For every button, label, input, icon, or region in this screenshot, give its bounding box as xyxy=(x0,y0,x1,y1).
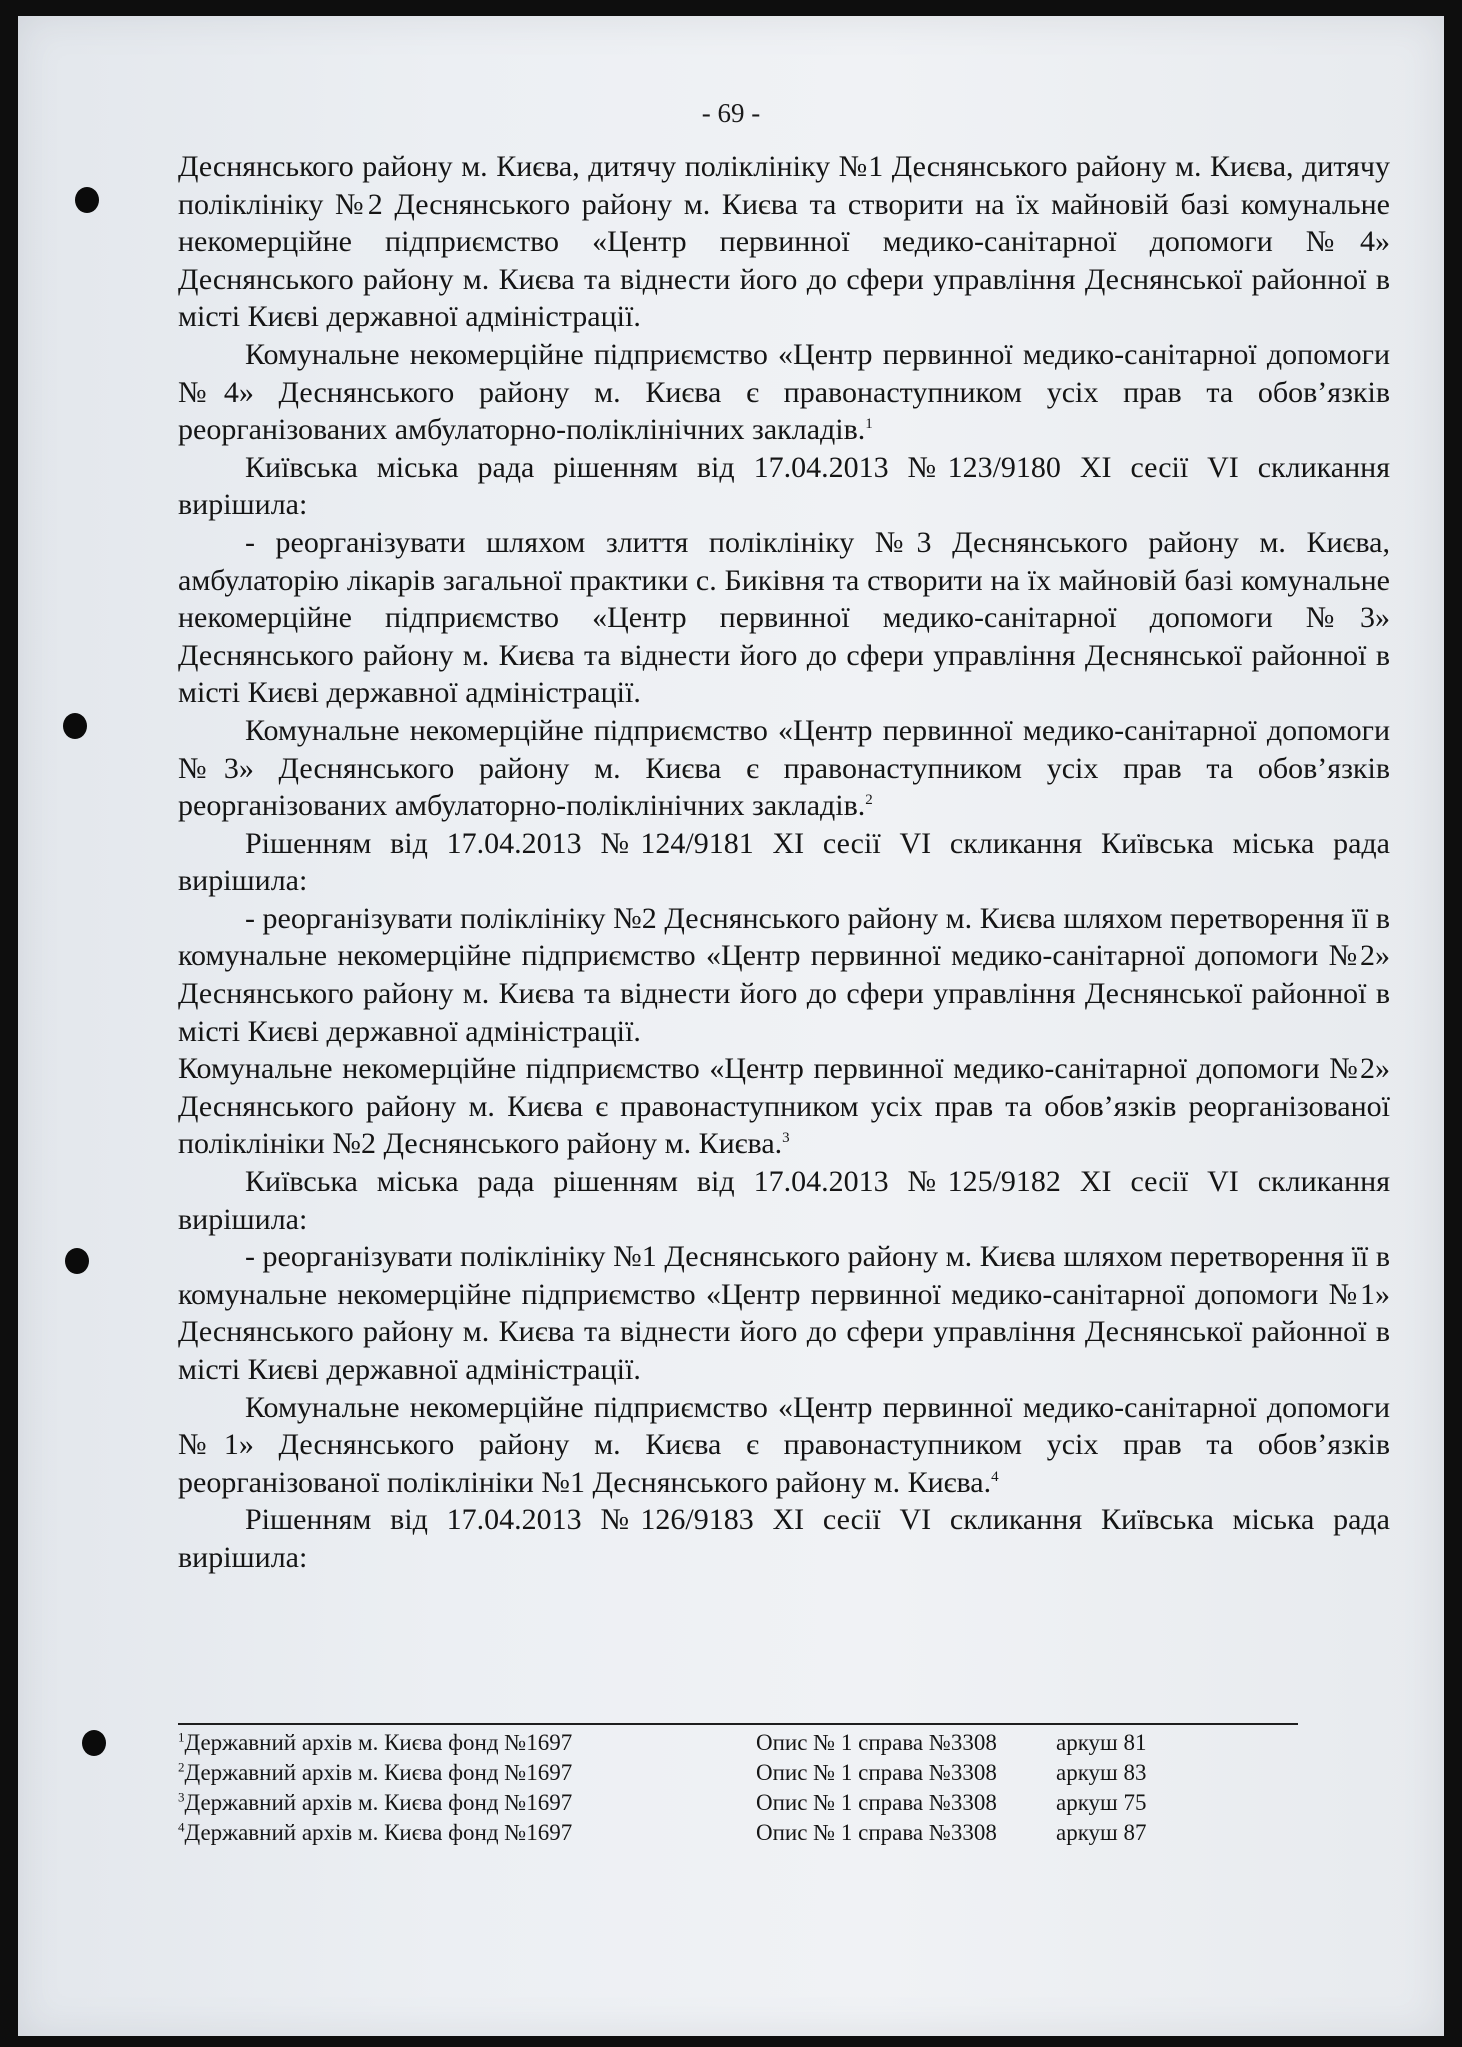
paragraph-1: Деснянського району м. Києва, дитячу поліклініку №1 Деснянського району м. Києва, дитячу поліклініку №2 Деснянського району м. Києва та створити на їх майновій базі комунальне некомерційне підприємство «Центр первинної медико-санітарної допомоги №4» Деснянського району м. Києва та віднести його до сфери управління Деснянської районної в місті Києві державної адміністрації. xyxy=(178,150,1390,334)
footnote-sheet: аркуш 75 xyxy=(1056,1790,1147,1815)
punch-hole-3 xyxy=(65,1248,89,1274)
footnote-number: 1 xyxy=(178,1729,185,1745)
footnote-sheet: аркуш 81 xyxy=(1056,1730,1147,1755)
footnote-record: Опис № 1 справа №3308 xyxy=(756,1790,997,1815)
footnote-ref: 4 xyxy=(991,1468,999,1485)
footnote-item xyxy=(178,1818,1308,1848)
paragraph-2: Комунальне некомерційне підприємство «Центр первинної медико-санітарної допомоги №4» Деснянського району м. Києва є правонаступником усіх прав та обов’язків реорганізованих амбулаторно-поліклінічних закладів.$^1$ xyxy=(178,337,1390,447)
footnote-number: 4 xyxy=(178,1819,185,1835)
footnote-divider xyxy=(178,1723,1298,1725)
footnote-record: Опис № 1 справа №3308 xyxy=(756,1760,997,1785)
footnote-item xyxy=(178,1758,1308,1788)
paragraph-4: - реорганізувати шляхом злиття поліклініку №3 Деснянського району м. Києва, амбулаторію лікарів загальної практики с. Биківня та створити на їх майновій базі комунальне некомерційне підприємство «Центр первинної медико-санітарної допомоги №3» Деснянського району м. Києва та віднести його до сфери управління Деснянської районної в місті Києві державної адміністрації. xyxy=(178,525,1390,710)
punch-hole-1 xyxy=(75,187,99,213)
footnote-source: Державний архів м. Києва фонд №1697 xyxy=(184,1820,573,1845)
footnote-sheet: аркуш 83 xyxy=(1056,1760,1147,1785)
footnote-source: Державний архів м. Києва фонд №1697 xyxy=(184,1790,573,1815)
footnotes xyxy=(178,1728,1308,1848)
footnote-ref: 3 xyxy=(782,1130,790,1147)
paragraph-11: Комунальне некомерційне підприємство «Центр первинної медико-санітарної допомоги №1» Деснянського району м. Києва є правонаступником усіх прав та обов’язків реорганізованої поліклініки №1 Деснянського району м. Києва.$^4$ xyxy=(178,1390,1390,1499)
paragraph-7: - реорганізувати поліклініку №2 Деснянського району м. Києва шляхом перетворення її в комунальне некомерційне підприємство «Центр первинної медико-санітарної допомоги №2» Деснянського району м. Києва та віднести його до сфери управління Деснянської районної в місті Києві державної адміністрації. xyxy=(178,901,1390,1048)
paragraph-5: Комунальне некомерційне підприємство «Центр первинної медико-санітарної допомоги №3» Деснянського району м. Києва є правонаступником усіх прав та обов’язків реорганізованих амбулаторно-поліклінічних закладів.$^2$ xyxy=(178,713,1390,823)
document-body xyxy=(178,148,1390,1577)
paragraph-3: Київська міська рада рішенням від 17.04.2013 №123/9180 XI сесії VI скликання вирішила: xyxy=(178,450,1390,522)
paragraph-9: Київська міська рада рішенням від 17.04.2013 №125/9182 XI сесії VI скликання вирішила: xyxy=(178,1165,1390,1236)
footnote-ref: 1 xyxy=(865,416,873,433)
footnote-ref: 2 xyxy=(865,792,873,809)
punch-hole-2 xyxy=(63,713,87,739)
footnote-number: 2 xyxy=(178,1759,185,1775)
page-number: - 69 - xyxy=(701,98,761,128)
punch-hole-4 xyxy=(82,1730,106,1756)
footnote-sheet: аркуш 87 xyxy=(1056,1820,1147,1845)
paragraph-10: - реорганізувати поліклініку №1 Деснянського району м. Києва шляхом перетворення її в комунальне некомерційне підприємство «Центр первинної медико-санітарної допомоги №1» Деснянського району м. Києва та віднести його до сфери управління Деснянської районної в місті Києві державної адміністрації. xyxy=(178,1240,1390,1386)
paragraph-6: Рішенням від 17.04.2013 №124/9181 XI сесії VI скликання Київська міська рада вирішила: xyxy=(178,826,1390,898)
paragraph-12: Рішенням від 17.04.2013 №126/9183 XI сесії VI скликання Київська міська рада вирішила: xyxy=(178,1503,1390,1574)
footnote-source: Державний архів м. Києва фонд №1697 xyxy=(184,1730,573,1755)
footnote-record: Опис № 1 справа №3308 xyxy=(756,1820,997,1845)
paragraph-8: Комунальне некомерційне підприємство «Центр первинної медико-санітарної допомоги №2» Деснянського району м. Києва є правонаступником усіх прав та обов’язків реорганізованої поліклініки №2 Деснянського району м. Києва.$^3$ xyxy=(178,1052,1390,1161)
footnote-item xyxy=(178,1788,1308,1818)
footnote-number: 3 xyxy=(178,1789,185,1805)
footnote-source: Державний архів м. Києва фонд №1697 xyxy=(184,1760,573,1785)
footnote-item xyxy=(178,1728,1308,1758)
footnote-record: Опис № 1 справа №3308 xyxy=(756,1730,997,1755)
